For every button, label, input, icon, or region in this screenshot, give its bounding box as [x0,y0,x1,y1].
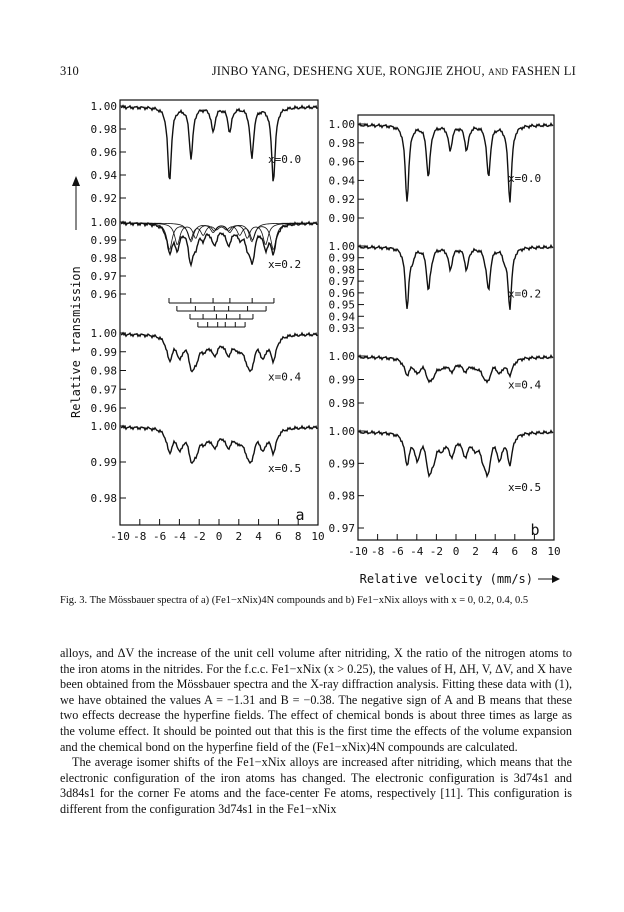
y-tick-label: 0.93 [328,322,355,335]
x-tick-label: 4 [491,545,499,558]
y-tick-label: 0.98 [90,252,117,265]
y-tick-label: 0.97 [328,522,355,535]
y-tick-label: 1.00 [90,327,117,340]
y-tick-label: 0.99 [328,457,355,471]
y-tick-label: 0.98 [328,263,355,277]
y-tick-label: 0.95 [328,298,355,312]
y-tick-label: 0.98 [328,136,355,150]
x-tick-label: -4 [410,545,424,558]
x-tick-label: 8 [531,545,538,558]
y-tick-label: 0.90 [328,212,355,225]
paragraph: The average isomer shifts of the Fe1−xNix alloys are increased after nitriding, which means that the electronic configuration of the iron atoms has changed. The electronic configuration is 3d74s1 and 3d84s1 for the corner Fe atoms and the face-center Fe atoms, respectively [11]. This configuration is different from the configuration 3d74s1 in the Fe1−xNix [60,755,572,816]
spectrum-curve [359,431,553,476]
running-head-authors: JINBO YANG, DESHENG XUE, RONGJIE ZHOU, and FASHEN LI [211,64,576,78]
figure-caption: Fig. 3. The Mössbauer spectra of a) (Fe1−xNix)4N compounds and b) Fe1−xNix alloys with x = 0, 0.2, 0.4, 0.5 [60,595,529,606]
y-tick-label: 0.96 [90,288,117,301]
line-position-markers [169,298,274,327]
y-tick-label: 0.98 [90,492,117,505]
x-tick-label: -2 [192,530,206,543]
y-tick-label: 0.96 [90,402,117,415]
sample-label: x=0.4 [268,370,302,384]
sample-label: x=0.5 [268,462,302,475]
x-tick-label: -6 [390,545,404,558]
x-tick-label: -10 [348,545,368,558]
y-tick-label: 0.96 [90,146,117,159]
sample-label: x=0.0 [268,153,302,166]
y-tick-label: 0.98 [328,397,355,410]
y-tick-label: 1.00 [90,420,117,433]
x-tick-label: 4 [255,530,262,543]
y-tick-label: 0.99 [90,234,117,247]
y-tick-label: 0.96 [328,155,355,169]
panel-letter: a [295,506,305,524]
spectrum-curve [359,124,553,203]
x-axis-label: Relative velocity (mm/s) [359,572,533,586]
y-tick-label: 0.99 [90,345,117,359]
y-tick-label: 0.99 [328,251,355,265]
y-tick-label: 1.00 [90,216,117,229]
x-tick-label: 8 [294,530,302,543]
sample-label: x=0.0 [508,172,542,186]
spectrum-curve [121,106,317,182]
spectrum-curve [121,426,317,463]
sample-label: x=0.2 [268,258,302,271]
sample-label: x=0.4 [508,378,542,392]
x-tick-label: -10 [110,530,130,543]
x-tick-label: -8 [133,530,147,543]
y-tick-label: 0.99 [90,456,117,469]
page-number: 310 [60,64,79,78]
y-axis-arrow-head [72,176,80,186]
x-tick-label: -4 [172,530,187,543]
y-tick-label: 0.94 [328,174,355,188]
x-tick-label: 10 [311,530,325,543]
y-tick-label: 0.92 [90,192,117,205]
x-axis-arrow-head [552,575,560,583]
y-tick-label: 1.00 [90,100,117,113]
x-tick-label: 0 [215,530,223,543]
spectrum-curve [121,333,317,372]
y-tick-label: 0.99 [328,373,355,387]
paragraph: alloys, and ΔV the increase of the unit cell volume after nitriding, X the ratio of the nitrogen atoms to the iron atoms in the nitrides. For the f.c.c. Fe1−xNix (x > 0.25), the values of H, ΔH, V, ΔV, and X have been obtained from the Mössbauer spectra and the X-ray diffraction analysis. Fitting these data with (1), we have obtained the values A = −1.31 and B = −0.38. The negative sign of A and B means that these two effects decrease the hyperfine fields. The effect of chemical bonds is about three times as large as the volume effect. It should be pointed out that this is the first time the effects of the volume expansion and the chemical bond on the hyperfine field of the (Fe1−xNix)4N compounds are calculated. [60,646,572,754]
y-tick-label: 0.94 [90,169,117,182]
x-tick-label: 2 [472,545,479,558]
y-tick-label: 0.98 [90,364,117,378]
x-tick-label: -6 [152,530,167,543]
y-tick-label: 1.00 [328,118,355,131]
x-tick-label: -8 [370,545,385,558]
body-text [60,646,572,818]
panel-letter: b [530,521,540,539]
sample-label: x=0.2 [508,287,542,301]
y-tick-label: 0.98 [328,489,355,503]
y-tick-label: 0.97 [90,270,117,283]
y-tick-label: 1.00 [328,425,355,438]
y-tick-label: 1.00 [328,240,355,253]
y-tick-label: 0.94 [328,310,355,324]
x-tick-label: 10 [547,545,561,558]
x-tick-label: 0 [452,545,460,558]
y-tick-label: 0.92 [328,193,355,207]
y-tick-label: 0.96 [328,286,355,300]
y-tick-label: 1.00 [328,350,355,363]
y-tick-label: 0.98 [90,123,117,136]
x-tick-label: 2 [235,530,243,543]
x-tick-label: 6 [511,545,519,558]
sample-label: x=0.5 [508,480,542,494]
y-tick-label: 0.97 [90,383,117,397]
y-tick-label: 0.97 [328,275,355,289]
x-tick-label: -2 [429,545,444,558]
y-axis-label: Relative transmission [69,266,83,418]
x-tick-label: 6 [275,530,282,543]
